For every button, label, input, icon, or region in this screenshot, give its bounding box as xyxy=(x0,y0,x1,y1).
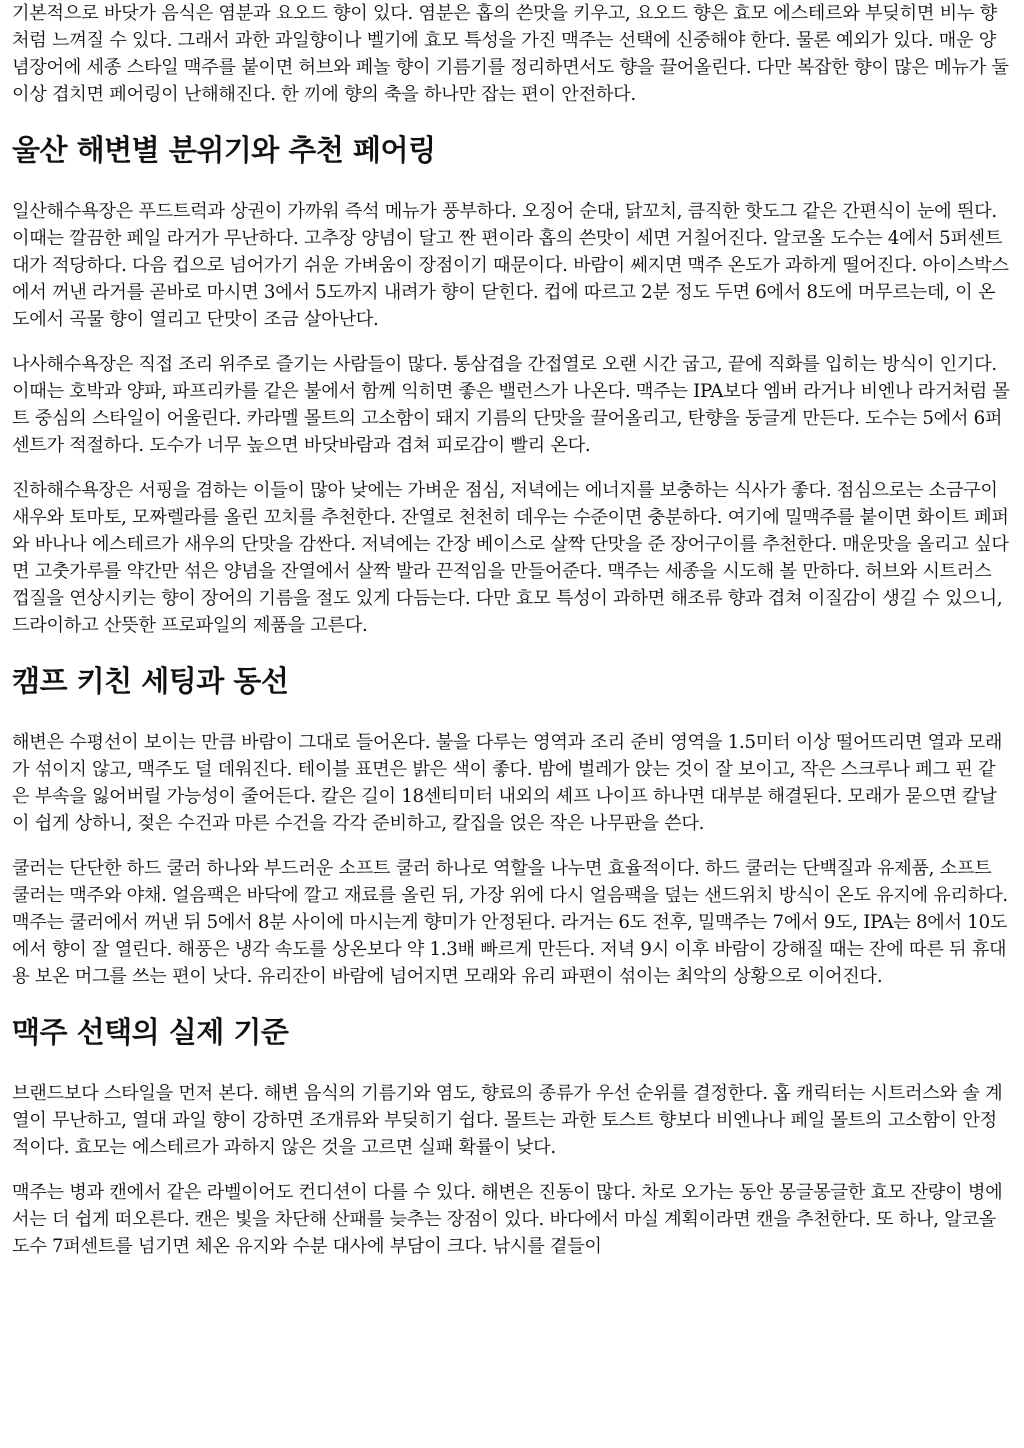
paragraph-cooler-setup: 쿨러는 단단한 하드 쿨러 하나와 부드러운 소프트 쿨러 하나로 역할을 나누면 효율적이다. 하드 쿨러는 단백질과 유제품, 소프트 쿨러는 맥주와 야채. 얼음팩은 바닥에 깔고 재료를 올린 뒤, 가장 위에 다시 얼음팩을 덮는 샌드위치 방식이 온도 유지에 유리하다. 맥주는 쿨러에서 꺼낸 뒤 5에서 8분 사이에 마시는게 향미가 안정된다. 라거는 6도 전후, 밀맥주는 7에서 9도, IPA는 8에서 10도에서 향이 잘 열린다. 해풍은 냉각 속도를 상온보다 약 1.3배 빠르게 만든다. 저녁 9시 이후 바람이 강해질 때는 잔에 따른 뒤 휴대용 보온 머그를 쓰는 편이 낫다. 유리잔이 바람에 넘어지면 모래와 유리 파편이 섞이는 최악의 상황으로 이어진다. xyxy=(12,858,1008,987)
intro-paragraph: 기본적으로 바닷가 음식은 염분과 요오드 향이 있다. 염분은 홉의 쓴맛을 키우고, 요오드 향은 효모 에스테르와 부딪히면 비누 향처럼 느껴질 수 있다. 그래서 과한 과일향이나 벨기에 효모 특성을 가진 맥주는 선택에 신중해야 한다. 물론 예외가 있다. 매운 양념장어에 세종 스타일 맥주를 붙이면 허브와 페놀 향이 기름기를 정리하면서도 향을 끌어올린다. 다만 복잡한 향이 많은 메뉴가 둘 이상 겹치면 페어링이 난해해진다. 한 끼에 향의 축을 하나만 잡는 편이 안전하다. xyxy=(12,3,1009,105)
paragraph-jinha-beach: 진하해수욕장은 서핑을 겸하는 이들이 많아 낮에는 가벼운 점심, 저녁에는 에너지를 보충하는 식사가 좋다. 점심으로는 소금구이 새우와 토마토, 모짜렐라를 올린 꼬치를 추천한다. 잔열로 천천히 데우는 수준이면 충분하다. 여기에 밀맥주를 붙이면 화이트 페퍼와 바나나 에스테르가 새우의 단맛을 감싼다. 저녁에는 간장 베이스로 살짝 단맛을 준 장어구이를 추천한다. 매운맛을 올리고 싶다면 고춧가루를 약간만 섞은 양념을 잔열에서 살짝 발라 끈적임을 만들어준다. 맥주는 세종을 시도해 볼 만하다. 허브와 시트러스 껍질을 연상시키는 향이 장어의 기름을 절도 있게 다듬는다. 다만 효모 특성이 과하면 해조류 향과 겹쳐 이질감이 생길 수 있으니, 드라이하고 산뜻한 프로파일의 제품을 고른다. xyxy=(12,480,1009,636)
paragraph-nasa-beach: 나사해수욕장은 직접 조리 위주로 즐기는 사람들이 많다. 통삼겹을 간접열로 오랜 시간 굽고, 끝에 직화를 입히는 방식이 인기다. 이때는 호박과 양파, 파프리카를 같은 불에서 함께 익히면 좋은 밸런스가 나온다. 맥주는 IPA보다 엠버 라거나 비엔나 라거처럼 몰트 중심의 스타일이 어울린다. 카라멜 몰트의 고소함이 돼지 기름의 단맛을 끌어올리고, 탄향을 둥글게 만든다. 도수는 5에서 6퍼센트가 적절하다. 도수가 너무 높으면 바닷바람과 겹쳐 피로감이 빨리 온다. xyxy=(12,354,1010,456)
paragraph-kitchen-layout: 해변은 수평선이 보이는 만큼 바람이 그대로 들어온다. 불을 다루는 영역과 조리 준비 영역을 1.5미터 이상 떨어뜨리면 열과 모래가 섞이지 않고, 맥주도 덜 데워진다. 테이블 표면은 밝은 색이 좋다. 밤에 벌레가 앉는 것이 잘 보이고, 작은 스크루나 페그 핀 같은 부속을 잃어버릴 가능성이 줄어든다. 칼은 길이 18센티미터 내외의 셰프 나이프 하나면 대부분 해결된다. 모래가 묻으면 칼날이 쉽게 상하니, 젖은 수건과 마른 수건을 각각 준비하고, 칼집을 얹은 작은 나무판을 쓴다. xyxy=(12,732,1003,834)
paragraph-bottle-vs-can: 맥주는 병과 캔에서 같은 라벨이어도 컨디션이 다를 수 있다. 해변은 진동이 많다. 차로 오가는 동안 몽글몽글한 효모 잔량이 병에서는 더 쉽게 떠오른다. 캔은 빛을 차단해 산패를 늦추는 장점이 있다. 바다에서 마실 계획이라면 캔을 추천한다. 또 하나, 알코올 도수 7퍼센트를 넘기면 체온 유지와 수분 대사에 부담이 크다. 낚시를 곁들이 xyxy=(12,1182,1003,1257)
section-heading-beer-selection: 맥주 선택의 실제 기준 xyxy=(12,1015,289,1049)
paragraph-style-first: 브랜드보다 스타일을 먼저 본다. 해변 음식의 기름기와 염도, 향료의 종류가 우선 순위를 결정한다. 홉 캐릭터는 시트러스와 솔 계열이 무난하고, 열대 과일 향이 강하면 조개류와 부딪히기 쉽다. 몰트는 과한 토스트 향보다 비엔나나 페일 몰트의 고소함이 안정적이다. 효모는 에스테르가 과하지 않은 것을 고르면 실패 확률이 낮다. xyxy=(12,1083,1003,1158)
section-heading-ulsan-beaches: 울산 해변별 분위기와 추천 페어링 xyxy=(12,133,436,167)
paragraph-ilsan-beach: 일산해수욕장은 푸드트럭과 상권이 가까워 즉석 메뉴가 풍부하다. 오징어 순대, 닭꼬치, 큼직한 핫도그 같은 간편식이 눈에 띈다. 이때는 깔끔한 페일 라거가 무난하다. 고추장 양념이 달고 짠 편이라 홉의 쓴맛이 세면 거칠어진다. 알코올 도수는 4에서 5퍼센트대가 적당하다. 다음 컵으로 넘어가기 쉬운 가벼움이 장점이기 때문이다. 바람이 쎄지면 맥주 온도가 과하게 떨어진다. 아이스박스에서 꺼낸 라거를 곧바로 마시면 3에서 5도까지 내려가 향이 닫힌다. 컵에 따르고 2분 정도 두면 6에서 8도에 머무르는데, 이 온도에서 곡물 향이 열리고 단맛이 조금 살아난다. xyxy=(12,201,1009,330)
section-heading-camp-kitchen: 캠프 키친 세팅과 동선 xyxy=(12,664,289,698)
